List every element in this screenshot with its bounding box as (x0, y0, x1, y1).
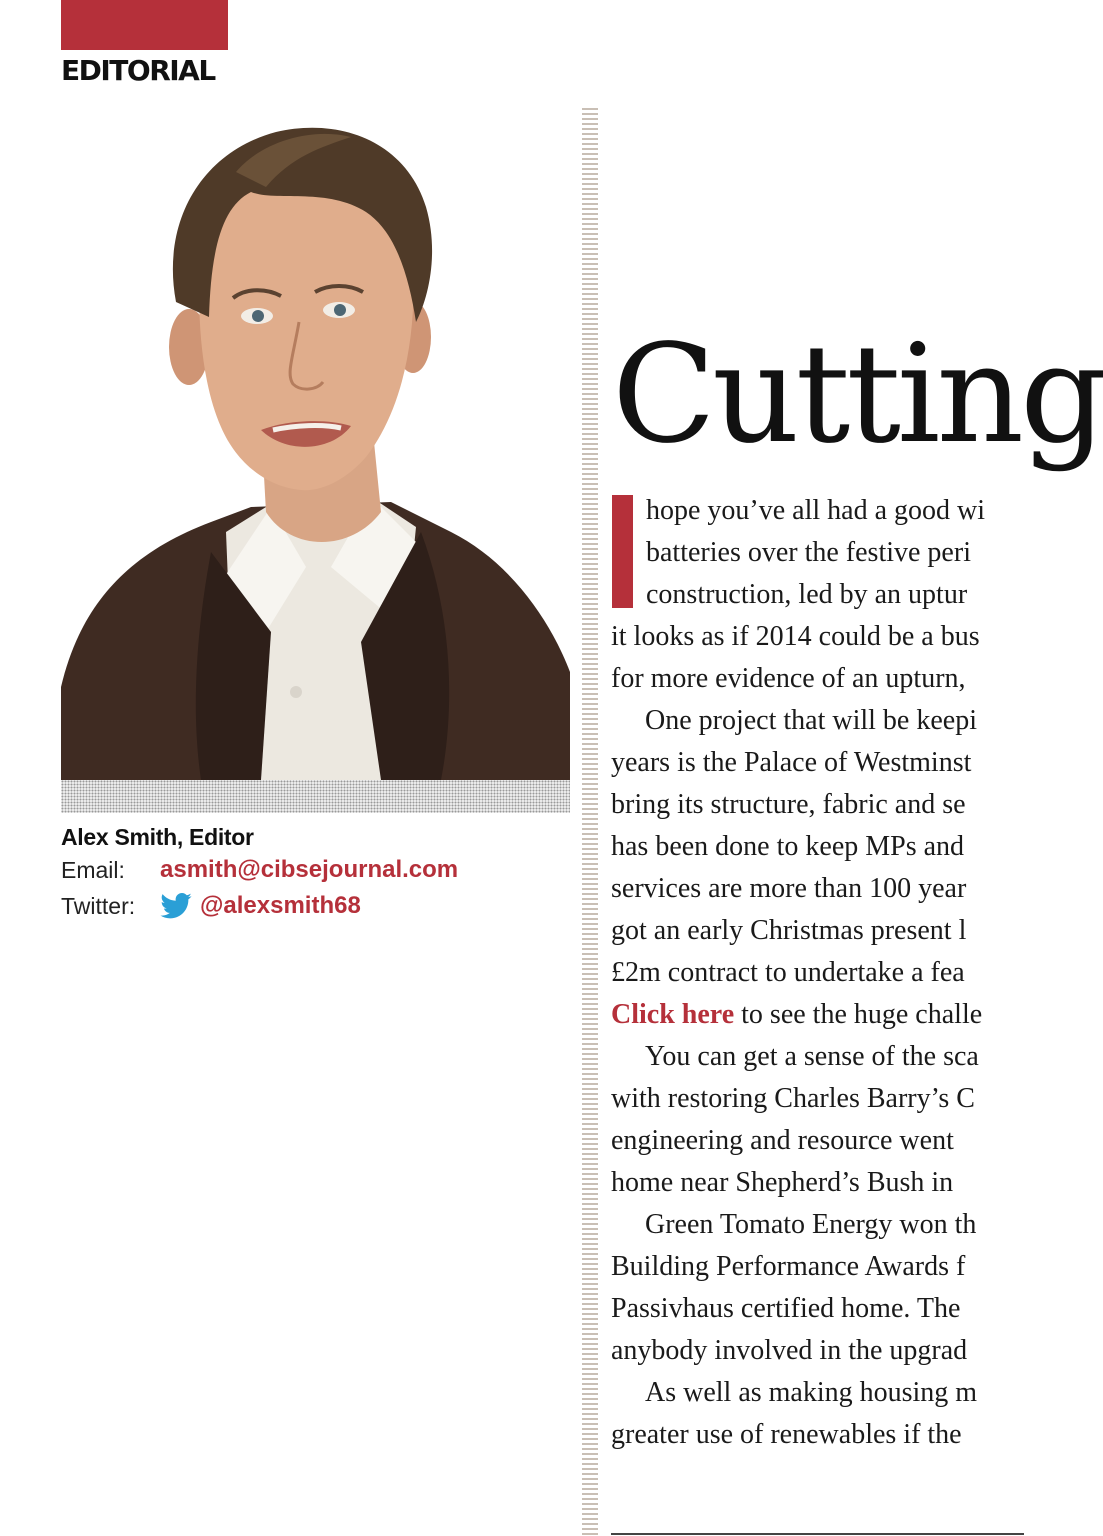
email-link[interactable]: asmith@cibsejournal.com (160, 856, 459, 883)
article-body (611, 490, 1024, 1456)
body-line (611, 994, 1024, 1036)
body-line: services are more than 100 year (611, 873, 967, 904)
bottom-rule (611, 1533, 1024, 1535)
author-photo (61, 112, 570, 780)
body-line: One project that will be keepi (645, 705, 977, 736)
body-line: with restoring Charles Barry’s C (611, 1083, 975, 1114)
body-line-text: to see the huge challe (741, 999, 983, 1030)
photo-dot-rule (61, 780, 570, 813)
column-divider (582, 108, 598, 1536)
twitter-bird-icon[interactable] (160, 893, 192, 919)
body-line: years is the Palace of Westminst (611, 747, 972, 778)
body-line: anybody involved in the upgrad (611, 1335, 968, 1366)
article-headline: Cutting (612, 316, 1103, 474)
section-color-bar (61, 0, 228, 50)
section-label: EDITORIAL (61, 54, 215, 87)
body-line: it looks as if 2014 could be a bus (611, 621, 980, 652)
body-line: home near Shepherd’s Bush in (611, 1167, 954, 1198)
twitter-label: Twitter: (61, 892, 136, 919)
body-line: Passivhaus certified home. The (611, 1293, 961, 1324)
body-line: £2m contract to undertake a fea (611, 957, 965, 988)
body-line: greater use of renewables if the (611, 1419, 962, 1450)
body-line: Green Tomato Energy won th (645, 1209, 977, 1240)
twitter-handle-link[interactable]: @alexsmith68 (200, 892, 361, 919)
body-line: engineering and resource went (611, 1125, 954, 1156)
body-line: construction, led by an uptur (646, 579, 968, 610)
body-line: You can get a sense of the sca (645, 1041, 979, 1072)
body-line: Building Performance Awards f (611, 1251, 966, 1282)
body-line: hope you’ve all had a good wi (646, 495, 986, 526)
body-line: batteries over the festive peri (646, 537, 971, 568)
twitter-row (61, 888, 458, 924)
body-line: As well as making housing m (645, 1377, 978, 1408)
author-byline (61, 822, 458, 924)
body-line: for more evidence of an upturn, (611, 663, 966, 694)
author-name: Alex Smith, Editor (61, 824, 254, 850)
email-row (61, 852, 458, 888)
body-line: has been done to keep MPs and (611, 831, 965, 862)
body-line: got an early Christmas present l (611, 915, 967, 946)
email-label: Email: (61, 856, 125, 883)
click-here-link[interactable]: Click here (611, 999, 735, 1030)
body-line: bring its structure, fabric and se (611, 789, 966, 820)
